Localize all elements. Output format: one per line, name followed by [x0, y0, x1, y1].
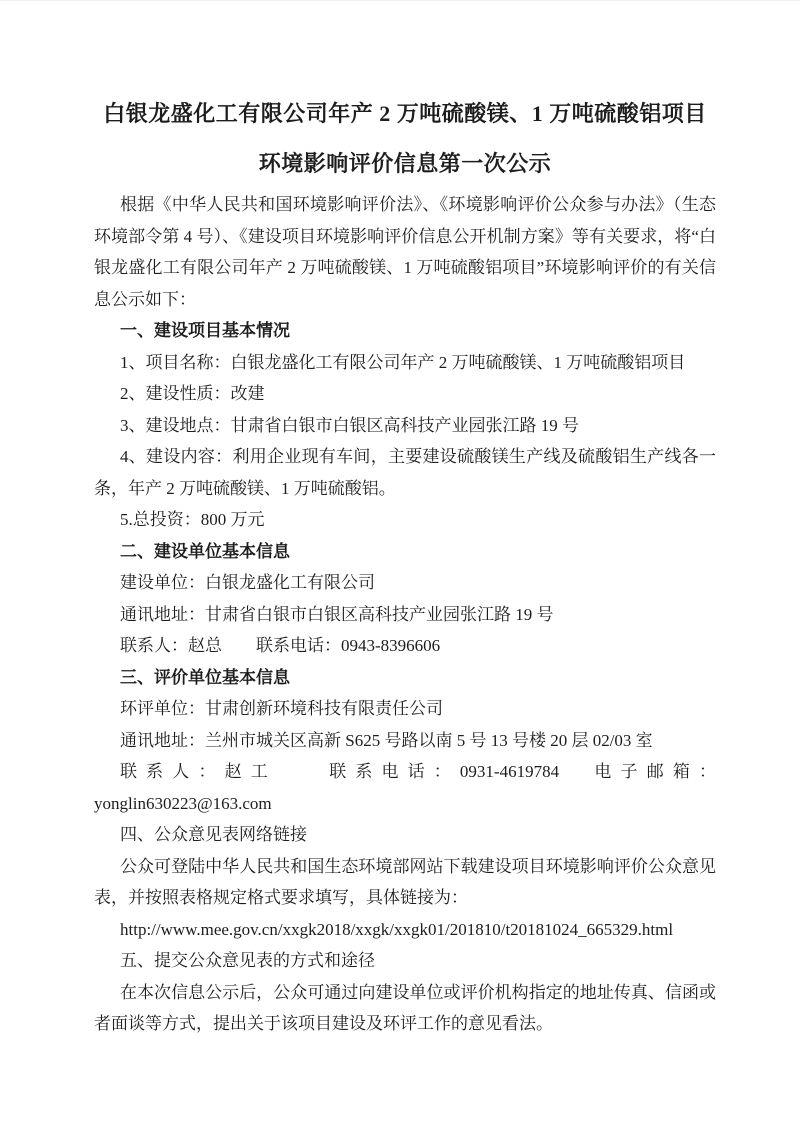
- total-investment-item: 5.总投资：800 万元: [120, 510, 265, 529]
- section-5-heading: 五、提交公众意见表的方式和途径: [120, 951, 375, 970]
- eia-unit-contact-item: 联系人：赵工 联系电话：0931-4619784 电子邮箱：yonglin630223@163.com: [94, 762, 716, 813]
- project-name-item: 1、项目名称：白银龙盛化工有限公司年产 2 万吨硫酸镁、1 万吨硫酸铝项目: [120, 352, 686, 372]
- section-3-heading: 三、评价单位基本信息: [120, 667, 290, 687]
- section-4-heading: 四、公众意见表网络链接: [120, 825, 307, 844]
- submission-method-paragraph: 在本次信息公示后，公众可通过向建设单位或评价机构指定的地址传真、信函或者面谈等方式，提出关于该项目建设及环评工作的意见看法。: [94, 982, 716, 1033]
- document-title-line-2: 环境影响评价信息第一次公示: [258, 151, 552, 176]
- section-1-heading: 一、建设项目基本情况: [120, 321, 290, 340]
- section-2-heading: 二、建设单位基本信息: [120, 541, 290, 561]
- document-title: [94, 89, 716, 189]
- eia-unit-address-item: 通讯地址：兰州市城关区高新 S625 号路以南 5 号 13 号楼 20 层 02/03 室: [120, 730, 653, 750]
- comment-form-download-paragraph: 公众可登陆中华人民共和国生态环境部网站下载建设项目环境影响评价公众意见表，并按照表格规定格式要求填写，具体链接为：: [94, 856, 716, 907]
- construction-unit-contact-item: 联系人：赵总 联系电话：0943-8396606: [120, 636, 441, 655]
- construction-unit-item: 建设单位：白银龙盛化工有限公司: [120, 573, 375, 592]
- document-title-line-1: 白银龙盛化工有限公司年产 2 万吨硫酸镁、1 万吨硫酸铝项目: [103, 101, 707, 126]
- intro-paragraph: 根据《中华人民共和国环境影响评价法》、《环境影响评价公众参与办法》（生态环境部令第 4 号）、《建设项目环境影响评价信息公开机制方案》等有关要求，将“白银龙盛化工有限公司年产 2 万吨硫酸镁、1 万吨硫酸铝项目”环境影响评价的有关信息公示如下：: [94, 195, 716, 309]
- construction-site-item: 3、建设地点：甘肃省白银市白银区高科技产业园张江路 19 号: [120, 415, 579, 435]
- eia-unit-item: 环评单位：甘肃创新环境科技有限责任公司: [120, 699, 443, 718]
- construction-content-item: 4、建设内容：利用企业现有车间，主要建设硫酸镁生产线及硫酸铝生产线各一条，年产 2 万吨硫酸镁、1 万吨硫酸铝。: [94, 447, 716, 498]
- comment-form-url: http://www.mee.gov.cn/xxgk2018/xxgk/xxgk01/201810/t20181024_665329.html: [120, 919, 674, 939]
- construction-unit-address-item: 通讯地址：甘肃省白银市白银区高科技产业园张江路 19 号: [120, 604, 554, 624]
- construction-nature-item: 2、建设性质：改建: [120, 384, 265, 403]
